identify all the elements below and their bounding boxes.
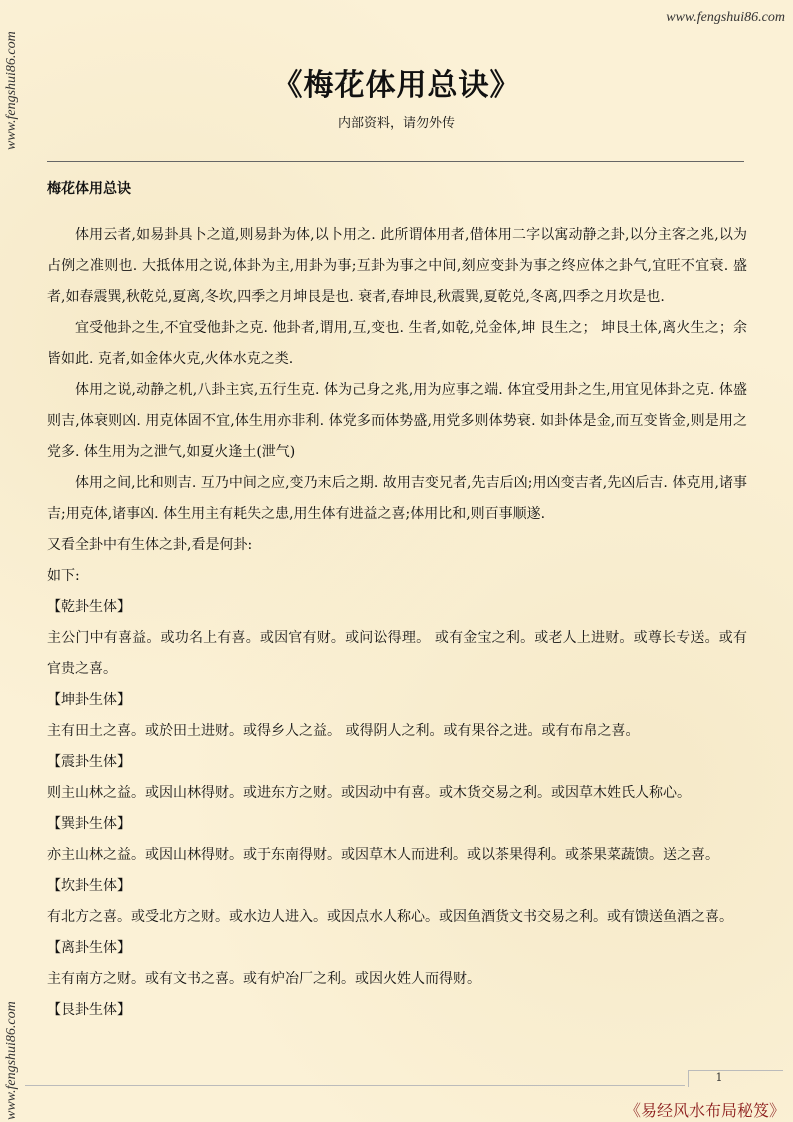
gua-heading-kan: 【坎卦生体】 <box>47 878 131 894</box>
watermark-url-side-bottom: www.fengshui86.com <box>4 1001 19 1120</box>
header-divider <box>47 161 744 162</box>
document-title: 《梅花体用总诀》 <box>272 68 521 103</box>
gua-text-li: 主有南方之财。或有文书之喜。或有炉冶厂之利。或因火姓人而得财。 <box>47 971 481 987</box>
page-number: 1 <box>715 1071 723 1084</box>
gua-heading-li: 【离卦生体】 <box>47 940 131 956</box>
book-title: 《易经风水布局秘笈》 <box>624 1101 785 1120</box>
footer-divider <box>25 1085 685 1086</box>
document-subtitle: 内部资料，请勿外传 <box>337 116 455 131</box>
plain-line: 如下: <box>47 568 80 584</box>
gua-heading-qian: 【乾卦生体】 <box>47 599 131 615</box>
document-body <box>47 178 747 1026</box>
gua-text-zhen: 则主山林之益。或因山林得财。或进东方之财。或因动中有喜。或木货交易之利。或因草木姓氏人称心。 <box>47 785 691 801</box>
gua-text-kun: 主有田土之喜。或於田土进财。或得乡人之益。 或得阴人之利。或有果谷之进。或有布帛之喜。 <box>47 723 640 739</box>
watermark-url-top: www.fengshui86.com <box>666 10 785 25</box>
gua-heading-kun: 【坤卦生体】 <box>47 692 131 708</box>
paragraph: 体用之说,动静之机,八卦主宾,五行生克. 体为己身之兆,用为应事之端. 体宜受用卦之生,用宜见体卦之克. 体盛则吉,体衰则凶. 用克体固不宜,体生用亦非利. 体党多而体势盛,用党多则体势衰. 如卦体是金,而互变皆金,则是用之党多. 体生用为之泄气,如夏火逢土(泄气) <box>47 382 747 460</box>
gua-heading-xun: 【巽卦生体】 <box>47 816 131 832</box>
plain-line: 又看全卦中有生体之卦,看是何卦: <box>47 537 253 553</box>
gua-text-kan: 有北方之喜。或受北方之财。或水边人进入。或因点水人称心。或因鱼酒货文书交易之利。或有馈送鱼酒之喜。 <box>47 909 733 925</box>
paragraph: 宜受他卦之生,不宜受他卦之克. 他卦者,谓用,互,变也. 生者,如乾,兑金体,坤 艮生之； 坤艮土体,离火生之；余皆如此. 克者,如金体火克,火体水克之类. <box>47 320 747 367</box>
paragraph: 体用云者,如易卦具卜之道,则易卦为体,以卜用之. 此所谓体用者,借体用二字以寓动静之卦,以分主客之兆,以为占例之准则也. 大抵体用之说,体卦为主,用卦为事;互卦为事之中间,刻应变卦为事之终应体之卦气,宜旺不宜衰. 盛者,如春震巽,秋乾兑,夏离,冬坎,四季之月坤艮是也. 衰者,春坤艮,秋震巽,夏乾兑,冬离,四季之月坎是也. <box>47 227 747 305</box>
watermark-url-side-top: www.fengshui86.com <box>4 31 19 150</box>
gua-heading-zhen: 【震卦生体】 <box>47 754 131 770</box>
section-title: 梅花体用总诀 <box>47 181 131 197</box>
gua-text-qian: 主公门中有喜益。或功名上有喜。或因官有财。或问讼得理。 或有金宝之利。或老人上进财。或尊长专送。或有官贵之喜。 <box>47 630 747 677</box>
gua-text-xun: 亦主山林之益。或因山林得财。或于东南得财。或因草木人而进利。或以茶果得利。或茶果菜蔬馈。送之喜。 <box>47 847 719 863</box>
paragraph: 体用之间,比和则吉. 互乃中间之应,变乃末后之期. 故用吉变兄者,先吉后凶;用凶变吉者,先凶后吉. 体克用,诸事吉;用克体,诸事凶. 体生用主有耗失之患,用生体有进益之喜;体用比和,则百事顺遂. <box>47 475 747 522</box>
gua-heading-gen: 【艮卦生体】 <box>47 1002 131 1018</box>
